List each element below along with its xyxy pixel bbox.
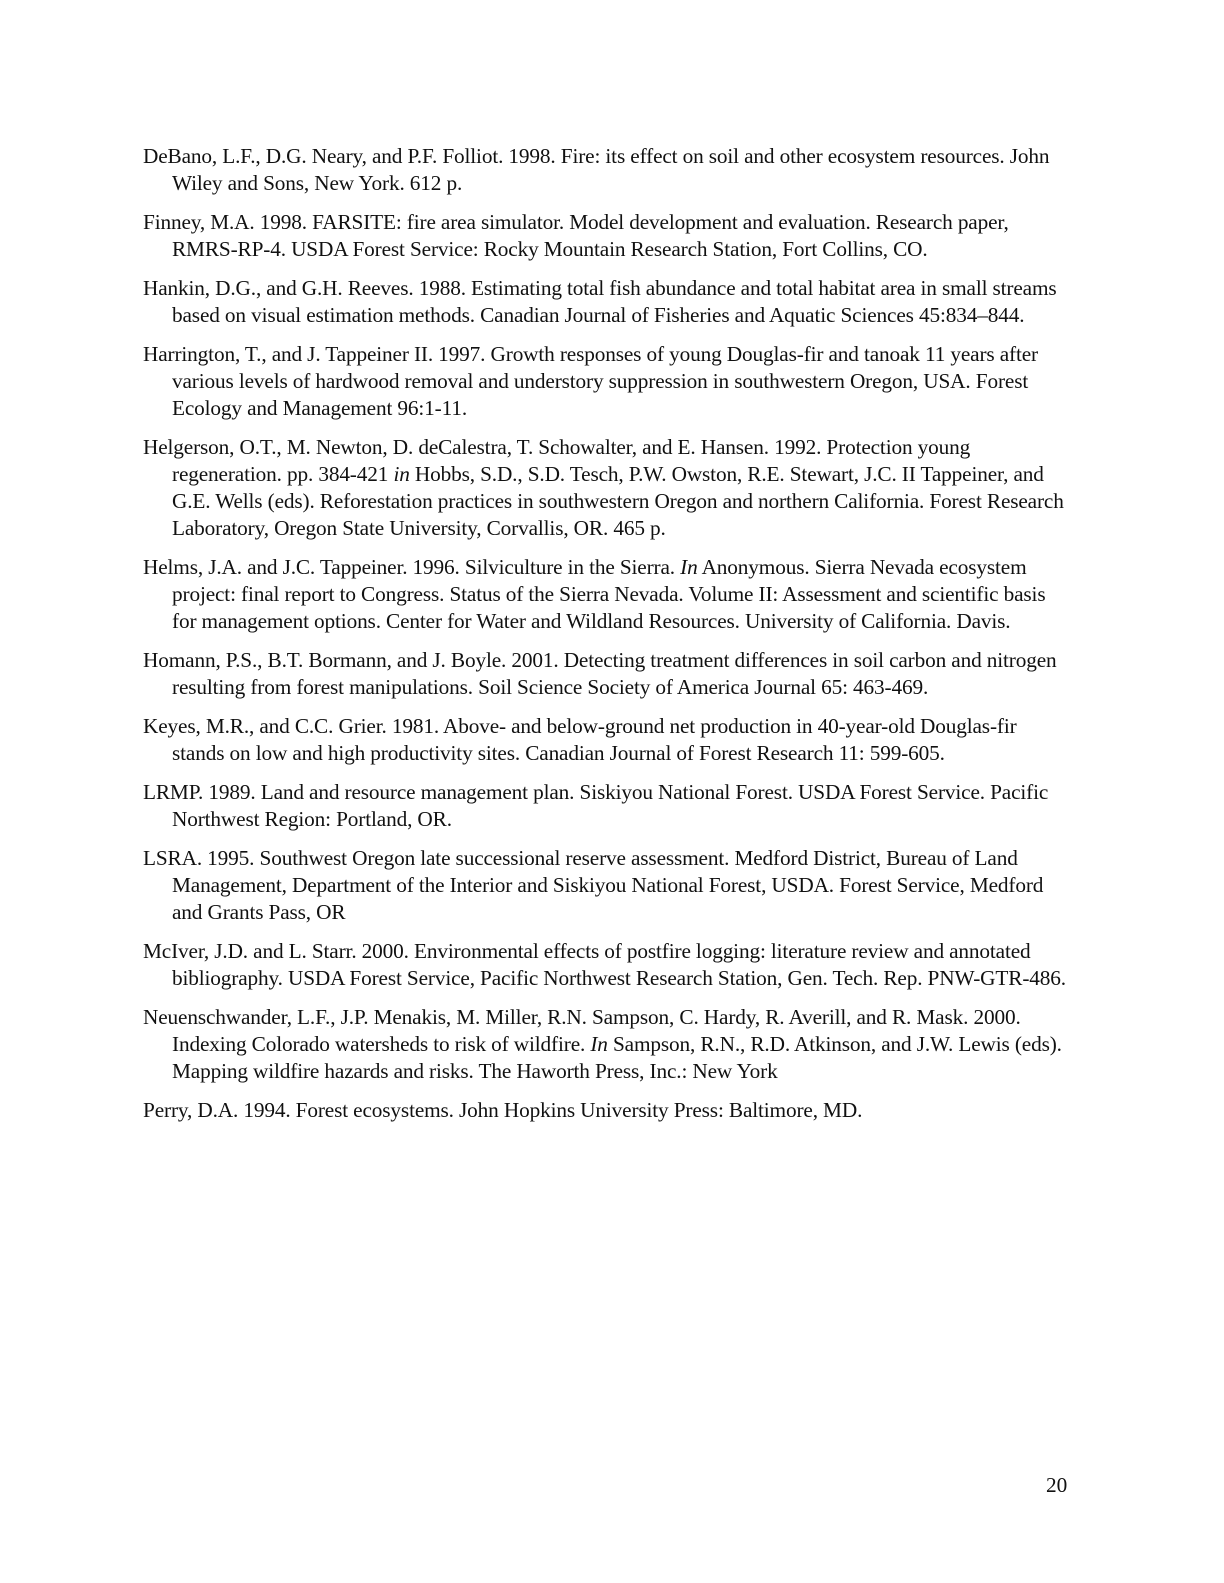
reference-text: Helms, J.A. and J.C. Tappeiner. 1996. Silviculture in the Sierra. [143, 555, 681, 579]
reference-text: Helgerson, O.T., M. Newton, D. deCalestra, T. Schowalter, and E. Hansen. 1992. Protection young regeneration. pp. 384-421 [143, 435, 971, 486]
reference-text: Keyes, M.R., and C.C. Grier. 1981. Above- and below-ground net production in 40-year-old Douglas-fir stands on low and high productivity sites. Canadian Journal of Forest Research 11: 599-605. [143, 714, 1017, 765]
reference-entry [143, 275, 1073, 329]
reference-entry [143, 554, 1073, 635]
reference-text: Hankin, D.G., and G.H. Reeves. 1988. Estimating total fish abundance and total habitat area in small streams based on visual estimation methods. Canadian Journal of Fisheries and Aquatic Sciences 45:834–844. [143, 276, 1057, 327]
reference-entry [143, 143, 1073, 197]
reference-entry [143, 713, 1073, 767]
reference-text: Hobbs, S.D., S.D. Tesch, P.W. Owston, R.E. Stewart, J.C. II Tappeiner, and G.E. Wells (eds). Reforestation practices in southwestern Oregon and northern California. Forest Research Laboratory, Oregon State University, Corvallis, OR. 465 p. [172, 462, 1064, 540]
reference-text: DeBano, L.F., D.G. Neary, and P.F. Folliot. 1998. Fire: its effect on soil and other ecosystem resources. John Wiley and Sons, New York. 612 p. [143, 144, 1050, 195]
reference-list [143, 143, 1073, 1136]
reference-entry [143, 1097, 1073, 1124]
reference-italic-text: in [393, 462, 410, 486]
reference-entry [143, 209, 1073, 263]
reference-entry [143, 845, 1073, 926]
reference-entry [143, 341, 1073, 422]
reference-text: Finney, M.A. 1998. FARSITE: fire area simulator. Model development and evaluation. Research paper, RMRS-RP-4. USDA Forest Service: Rocky Mountain Research Station, Fort Collins, CO. [143, 210, 1009, 261]
reference-entry [143, 647, 1073, 701]
reference-entry [143, 938, 1073, 992]
reference-text: Harrington, T., and J. Tappeiner II. 1997. Growth responses of young Douglas-fir and tanoak 11 years after various levels of hardwood removal and understory suppression in southwestern Oregon, USA. Forest Ecology and Management 96:1-11. [143, 342, 1038, 420]
reference-entry [143, 779, 1073, 833]
reference-entry [143, 1004, 1073, 1085]
reference-text: LRMP. 1989. Land and resource management plan. Siskiyou National Forest. USDA Forest Service. Pacific Northwest Region: Portland, OR. [143, 780, 1049, 831]
reference-text: Anonymous. Sierra Nevada ecosystem project: final report to Congress. Status of the Sierra Nevada. Volume II: Assessment and scientific basis for management options. Center for Water and Wildland Resources. University of California. Davis. [172, 555, 1046, 633]
reference-italic-text: In [680, 555, 698, 579]
reference-text: LSRA. 1995. Southwest Oregon late successional reserve assessment. Medford District, Bureau of Land Management, Department of the Interior and Siskiyou National Forest, USDA. Forest Service, Medford and Grants Pass, OR [143, 846, 1044, 924]
reference-text: Homann, P.S., B.T. Bormann, and J. Boyle. 2001. Detecting treatment differences in soil carbon and nitrogen resulting from forest manipulations. Soil Science Society of America Journal 65: 463-469. [143, 648, 1057, 699]
reference-text: Perry, D.A. 1994. Forest ecosystems. John Hopkins University Press: Baltimore, MD. [143, 1098, 863, 1122]
reference-text: McIver, J.D. and L. Starr. 2000. Environmental effects of postfire logging: literature review and annotated bibliography. USDA Forest Service, Pacific Northwest Research Station, Gen. Tech. Rep. PNW-GTR-486. [143, 939, 1066, 990]
reference-italic-text: In [590, 1032, 608, 1056]
reference-entry [143, 434, 1073, 542]
reference-text: Sampson, R.N., R.D. Atkinson, and J.W. Lewis (eds). Mapping wildfire hazards and risks. The Haworth Press, Inc.: New York [172, 1032, 1062, 1083]
page-number: 20 [1046, 1473, 1068, 1497]
reference-text: Neuenschwander, L.F., J.P. Menakis, M. Miller, R.N. Sampson, C. Hardy, R. Averill, and R. Mask. 2000. Indexing Colorado watersheds to risk of wildfire. [143, 1005, 1021, 1056]
